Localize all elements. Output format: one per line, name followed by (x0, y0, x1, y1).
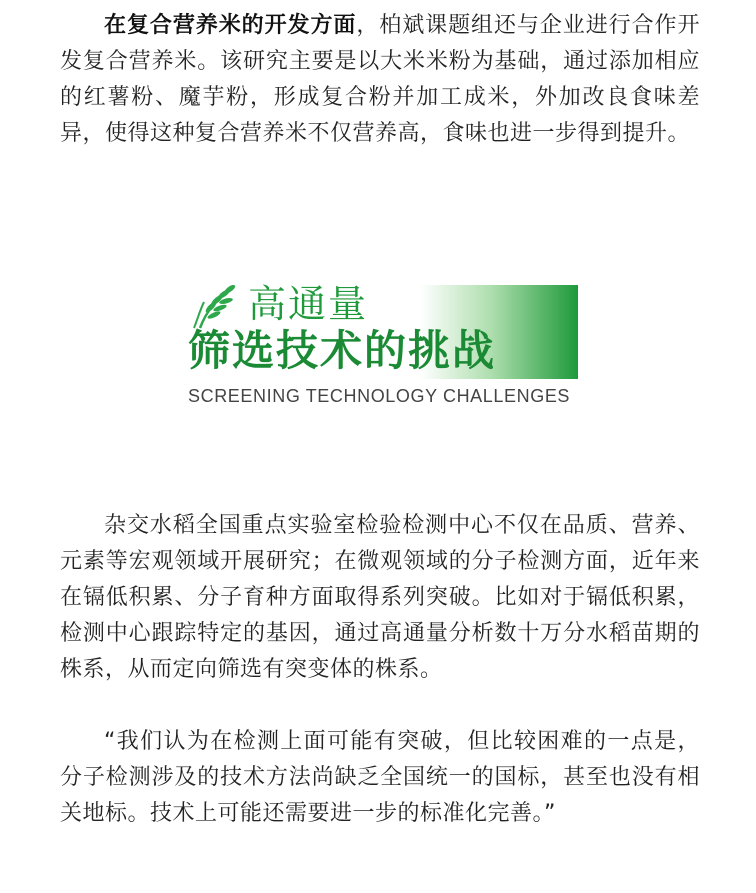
paragraph-quote: “我们认为在检测上面可能有突破，但比较困难的一点是，分子检测涉及的技术方法尚缺乏全国统一的国标，甚至也没有相关地标。技术上可能还需要进一步的标准化完善。” (60, 729, 700, 826)
banner-english-subtitle: SCREENING TECHNOLOGY CHALLENGES (188, 386, 571, 406)
section-banner (188, 282, 580, 412)
paragraph-body: ，柏斌课题组还与企业进行合作开发复合营养米。该研究主要是以大米米粉为基础，通过添加相应的红薯粉、魔芋粉，形成复合粉并加工成米，外加改良食味差异，使得这种复合营养米不仅营养高，食味也进一步得到提升。 (60, 13, 700, 146)
banner-title-line1: 高通量 (248, 282, 369, 326)
paragraph-lead-bold: 在复合营养米的开发方面 (104, 13, 357, 38)
banner-title-line2: 筛选技术的挑战 (188, 326, 497, 375)
paragraph-testing-center: 杂交水稻全国重点实验室检验检测中心不仅在品质、营养、元素等宏观领域开展研究；在微观领域的分子检测方面，近年来在镉低积累、分子育种方面取得系列突破。比如对于镉低积累，检测中心跟踪特定的基因，通过高通量分析数十万分水稻苗期的株系，从而定向筛选有突变体的株系。 (60, 513, 700, 682)
wheat-icon (190, 282, 242, 330)
paragraph-nutrition-rice (60, 8, 700, 152)
